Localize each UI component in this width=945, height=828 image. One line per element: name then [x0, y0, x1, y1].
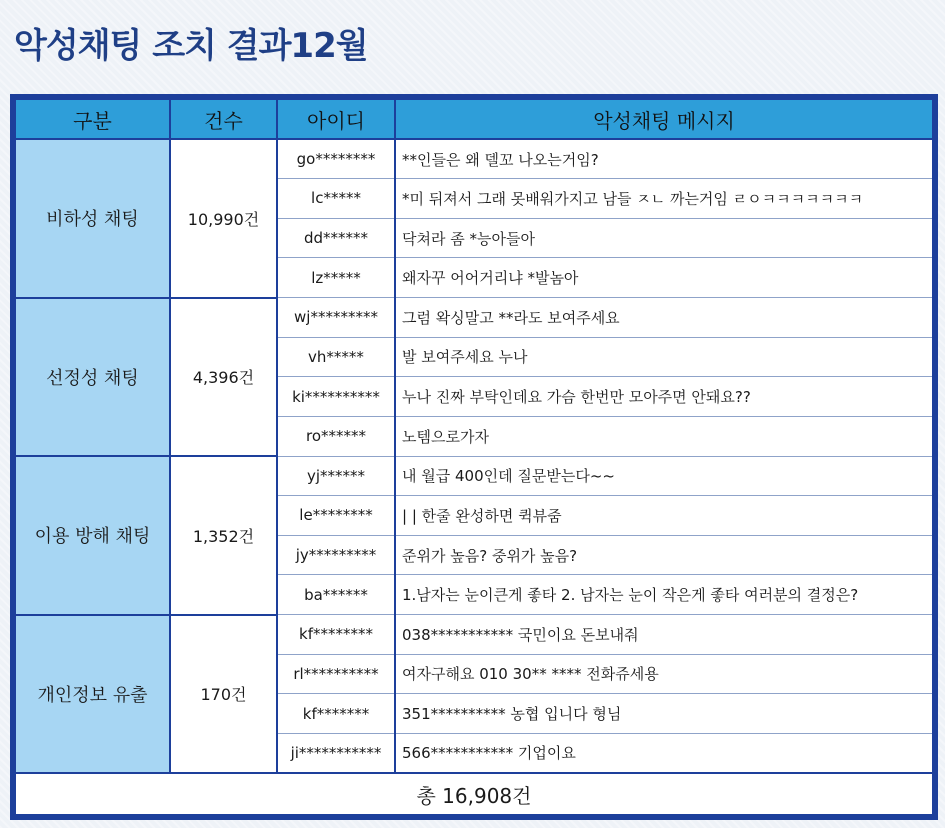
user-id-cell: jy*********: [277, 535, 395, 575]
header-message: 악성채팅 메시지: [395, 99, 933, 139]
header-id: 아이디: [277, 99, 395, 139]
user-id-cell: lc*****: [277, 179, 395, 219]
count-cell: 1,352건: [170, 456, 277, 615]
user-id-cell: ki**********: [277, 377, 395, 417]
message-cell: | | 한줄 완성하면 퀵뷰줌: [395, 496, 933, 536]
category-cell: 선정성 채팅: [15, 298, 170, 457]
user-id-cell: ro******: [277, 416, 395, 456]
message-cell: **인들은 왜 델꼬 나오는거임?: [395, 139, 933, 179]
message-cell: 038*********** 국민이요 돈보내줘: [395, 615, 933, 655]
message-cell: 351********** 농협 입니다 형님: [395, 694, 933, 734]
message-cell: 닥쳐라 좀 *능아들아: [395, 218, 933, 258]
user-id-cell: ba******: [277, 575, 395, 615]
table-row: [15, 298, 933, 338]
message-cell: 준위가 높음? 중위가 높음?: [395, 535, 933, 575]
message-cell: 왜자꾸 어어거리냐 *발놈아: [395, 258, 933, 298]
message-cell: 누나 진짜 부탁인데요 가슴 한번만 모아주면 안돼요??: [395, 377, 933, 417]
user-id-cell: rl**********: [277, 654, 395, 694]
message-cell: *미 뒤져서 그래 못배워가지고 남들 ㅈㄴ 까는거임 ㄹㅇㅋㅋㅋㅋㅋㅋㅋ: [395, 179, 933, 219]
message-cell: 노템으로가자: [395, 416, 933, 456]
category-cell: 개인정보 유출: [15, 615, 170, 774]
message-cell: 내 월급 400인데 질문받는다~~: [395, 456, 933, 496]
user-id-cell: ji***********: [277, 733, 395, 773]
message-cell: 1.남자는 눈이큰게 좋타 2. 남자는 눈이 작은게 좋타 여러분의 결정은?: [395, 575, 933, 615]
user-id-cell: kf********: [277, 615, 395, 655]
user-id-cell: go********: [277, 139, 395, 179]
category-cell: 이용 방해 채팅: [15, 456, 170, 615]
count-cell: 170건: [170, 615, 277, 774]
user-id-cell: yj******: [277, 456, 395, 496]
header-count: 건수: [170, 99, 277, 139]
header-category: 구분: [15, 99, 170, 139]
user-id-cell: vh*****: [277, 337, 395, 377]
message-cell: 그럼 왁싱말고 **라도 보여주세요: [395, 298, 933, 338]
results-table-frame: [10, 94, 938, 820]
user-id-cell: wj*********: [277, 298, 395, 338]
user-id-cell: dd******: [277, 218, 395, 258]
count-cell: 10,990건: [170, 139, 277, 298]
category-cell: 비하성 채팅: [15, 139, 170, 298]
message-cell: 여자구해요 010 30** **** 전화쥬세용: [395, 654, 933, 694]
table-header-row: [15, 99, 933, 139]
user-id-cell: le********: [277, 496, 395, 536]
message-cell: 발 보여주세요 누나: [395, 337, 933, 377]
user-id-cell: kf*******: [277, 694, 395, 734]
total-count: 총 16,908건: [15, 773, 933, 815]
table-row: [15, 456, 933, 496]
total-row: [15, 773, 933, 815]
page-title: 악성채팅 조치 결과12월: [14, 26, 368, 66]
table-row: [15, 615, 933, 655]
user-id-cell: lz*****: [277, 258, 395, 298]
results-table: [14, 98, 934, 816]
table-row: [15, 139, 933, 179]
count-cell: 4,396건: [170, 298, 277, 457]
message-cell: 566*********** 기업이요: [395, 733, 933, 773]
